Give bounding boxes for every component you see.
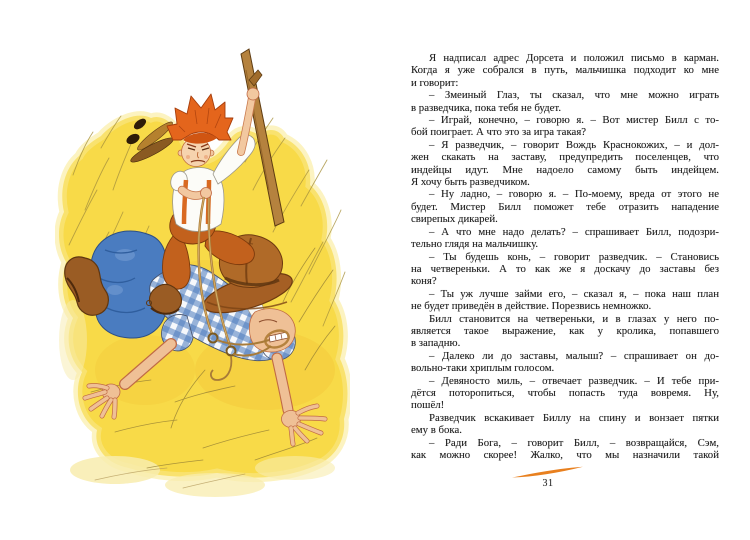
text-line: вольно-таки хриплым голосом. bbox=[411, 362, 555, 375]
man-face bbox=[249, 309, 295, 352]
paragraph bbox=[411, 375, 719, 412]
boy-hair bbox=[167, 94, 233, 144]
text-line: коня? bbox=[411, 275, 437, 288]
text-line: – Ну ладно, – говорю я. – По-моему, вреда от этого не bbox=[429, 188, 719, 201]
text-line: индейцы идут. Мне надоело самому быть индейцем. bbox=[411, 163, 719, 176]
paragraph bbox=[411, 313, 719, 350]
paragraph bbox=[411, 288, 719, 313]
text-line: Билл становится на четвереньки, и в глазах у него по- bbox=[429, 312, 719, 325]
swoosh-shape bbox=[512, 467, 583, 478]
text-line: – Ради Бога, – говорит Билл, – возвращайся, Сэм, bbox=[429, 436, 719, 449]
text-line: Разведчик вскакивает Биллу на спину и вонзает пятки bbox=[429, 411, 719, 424]
text-line: бой поиграет. А что это за игра такая? bbox=[411, 126, 587, 139]
text-line: является такое выражение, как у кролика, попавшего bbox=[411, 324, 719, 337]
text-line: жен скакать на заставу, предупредить поселенцев, что bbox=[411, 151, 719, 164]
text-line: тельно глядя на мальчишку. bbox=[411, 238, 539, 251]
text-line: на четвереньки. А то как же я доскачу до заставы без bbox=[411, 262, 719, 275]
text-line: как можно скорее! Жалко, что мы назначили такой bbox=[411, 449, 719, 461]
text-line: Я надписал адрес Дорсета и положил письмо в карман. bbox=[429, 52, 719, 64]
text-line: – Девяносто миль, – отвечает разведчик. – И тебе при- bbox=[429, 374, 719, 387]
text-line: и говорит: bbox=[411, 76, 459, 89]
text-line: – Змеиный Глаз, ты сказал, что мне можно играть bbox=[429, 89, 719, 102]
paragraph bbox=[411, 412, 719, 437]
text-line: будет. Мистер Билл поможет тебе отразить нападение bbox=[411, 200, 719, 213]
paragraph bbox=[411, 350, 719, 375]
page-number: 31 bbox=[542, 478, 554, 489]
paragraph bbox=[411, 89, 719, 114]
text-line: пошёл! bbox=[411, 399, 445, 412]
illustration bbox=[55, 40, 350, 505]
text-line: – Ты будешь конь, – говорит разведчик. – Становись bbox=[429, 250, 719, 263]
paragraph bbox=[411, 52, 719, 89]
paragraph bbox=[411, 251, 719, 288]
paragraph bbox=[411, 139, 719, 189]
text-line: – Играй, конечно, – говорю я. – Вот мистер Билл с то- bbox=[429, 114, 719, 127]
text-line: дётся поторопиться, чтобы попасть туда вовремя. Ну, bbox=[411, 386, 719, 399]
paragraph bbox=[411, 114, 719, 139]
text-line: – Я разведчик, – говорит Вождь Краснокожих, – и дол- bbox=[429, 138, 719, 151]
paragraph bbox=[411, 188, 719, 225]
text-line: – Далеко ли до заставы, малыш? – спрашивает он до- bbox=[429, 349, 719, 362]
text-line: в западню. bbox=[411, 337, 461, 350]
text-line: – А что мне надо делать? – спрашивает Билл, подозри- bbox=[429, 225, 719, 238]
text-line: Я хочу быть разведчиком. bbox=[411, 176, 530, 189]
text-line: – Ты уж лучше займи его, – сказал я, – пока наш план bbox=[429, 287, 719, 300]
text-line: свирепых дикарей. bbox=[411, 213, 498, 226]
paragraph bbox=[411, 226, 719, 251]
paragraph bbox=[411, 437, 719, 462]
text-line: не будет приведён в действие. Порезвись немножко. bbox=[411, 300, 652, 313]
text-line: в разведчика, пока тебя не будет. bbox=[411, 101, 562, 114]
text-column bbox=[411, 52, 719, 461]
text-line: Когда я уже собрался в путь, мальчишка подходит ко мне bbox=[411, 64, 719, 77]
text-line: ему в бока. bbox=[411, 424, 462, 437]
